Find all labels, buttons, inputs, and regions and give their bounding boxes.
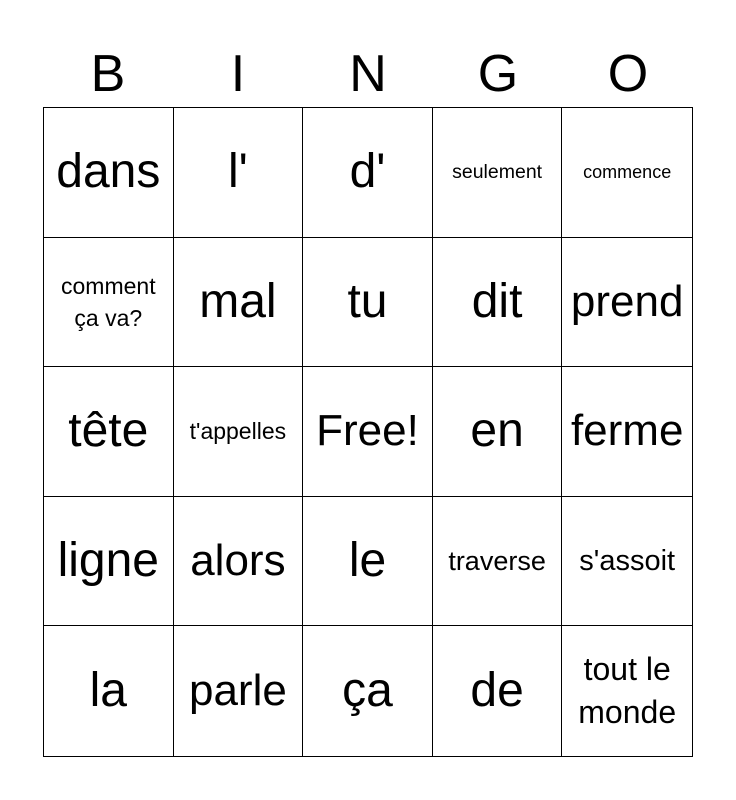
- bingo-cell[interactable]: de: [433, 626, 563, 756]
- header-letter-b: B: [90, 45, 126, 103]
- bingo-cell[interactable]: en: [433, 367, 563, 497]
- bingo-cell[interactable]: ça: [303, 626, 433, 756]
- bingo-cell[interactable]: dit: [433, 238, 563, 368]
- bingo-cell[interactable]: tout le monde: [578, 651, 677, 731]
- bingo-cell[interactable]: tête: [44, 367, 174, 497]
- bingo-cell[interactable]: t'appelles: [174, 367, 304, 497]
- bingo-cell[interactable]: le: [303, 497, 433, 627]
- header-letter-i: I: [230, 45, 246, 103]
- header-letter-n: N: [349, 45, 387, 103]
- free-space-cell[interactable]: Free!: [303, 367, 433, 497]
- bingo-cell[interactable]: ligne: [44, 497, 174, 627]
- bingo-board: [43, 107, 693, 757]
- bingo-cell[interactable]: comment ça va?: [44, 238, 174, 368]
- header-letter-o: O: [607, 45, 649, 103]
- bingo-cell[interactable]: d': [303, 108, 433, 238]
- bingo-cell[interactable]: l': [174, 108, 304, 238]
- bingo-header: [43, 42, 693, 106]
- bingo-cell[interactable]: seulement: [433, 108, 563, 238]
- bingo-cell[interactable]: prend: [562, 238, 692, 368]
- bingo-cell[interactable]: s'assoit: [562, 497, 692, 627]
- bingo-cell[interactable]: mal: [174, 238, 304, 368]
- bingo-cell[interactable]: traverse: [433, 497, 563, 627]
- bingo-cell[interactable]: alors: [174, 497, 304, 627]
- bingo-cell[interactable]: ferme: [562, 367, 692, 497]
- bingo-cell[interactable]: parle: [174, 626, 304, 756]
- header-letter-g: G: [477, 45, 519, 103]
- bingo-cell[interactable]: la: [44, 626, 174, 756]
- bingo-cell[interactable]: tu: [303, 238, 433, 368]
- bingo-cell[interactable]: dans: [44, 108, 174, 238]
- bingo-cell[interactable]: commence: [562, 108, 692, 238]
